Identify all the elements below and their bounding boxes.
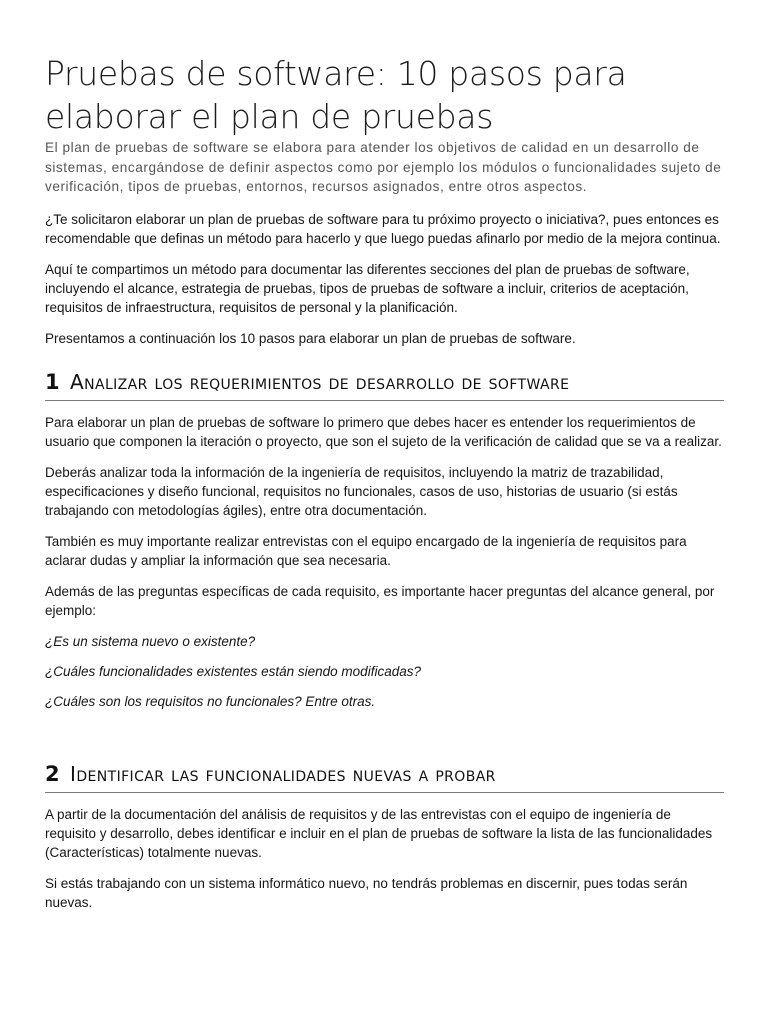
section-number: 2 xyxy=(45,761,61,786)
intro-paragraph: Presentamos a continuación los 10 pasos para elaborar un plan de pruebas de software. xyxy=(45,330,576,346)
section-paragraph: También es muy importante realizar entrevistas con el equipo encargado de la ingeniería de requisitos para aclarar dudas y ampliar la información que sea necesaria. xyxy=(45,533,687,568)
section-paragraph: Deberás analizar toda la información de la ingeniería de requisitos, incluyendo la matriz de trazabilidad, especificaciones y diseño funcional, requisitos no funcionales, casos de uso, historias de usuario (si estás trabajando con metodologías ágiles), entre otra documentación. xyxy=(45,464,678,518)
section-title: Analizar los requerimientos de desarrollo de software xyxy=(70,369,570,394)
intro-paragraph: ¿Te solicitaron elaborar un plan de pruebas de software para tu próximo proyecto o iniciativa?, pues entonces es recomendable que definas un método para hacerlo y que luego puedas afinarlo por medio de la mejora continua. xyxy=(45,211,721,246)
example-question: ¿Es un sistema nuevo o existente? xyxy=(45,633,256,649)
section-title: Identificar las funcionalidades nuevas a probar xyxy=(70,761,496,786)
page-subtitle: El plan de pruebas de software se elabora para atender los objetivos de calidad en un desarrollo de sistemas, encargándose de definir aspectos como por ejemplo los módulos o funcionalidades sujeto de verificación, tipos de pruebas, entornos, recursos asignados, entre otros aspectos. xyxy=(45,140,722,194)
example-question: ¿Cuáles son los requisitos no funcionales? Entre otras. xyxy=(45,693,376,709)
section-paragraph: Además de las preguntas específicas de cada requisito, es importante hacer preguntas del alcance general, por ejemplo: xyxy=(45,583,715,618)
intro-paragraph: Aquí te compartimos un método para documentar las diferentes secciones del plan de pruebas de software, incluyendo el alcance, estrategia de pruebas, tipos de pruebas de software a incluir, criterios de aceptación, requisitos de infraestructura, requisitos de personal y la planificación. xyxy=(45,261,690,315)
section-heading-2 xyxy=(45,762,724,793)
section-spacer xyxy=(45,722,724,762)
section-paragraph: A partir de la documentación del análisis de requisitos y de las entrevistas con el equipo de ingeniería de requisito y desarrollo, debes identificar e incluir en el plan de pruebas de software la lista de las funcionalidades (Características) totalmente nuevas. xyxy=(45,806,713,860)
example-question: ¿Cuáles funcionalidades existentes están siendo modificadas? xyxy=(45,663,421,679)
section-paragraph: Si estás trabajando con un sistema informático nuevo, no tendrás problemas en discernir, pues todas serán nuevas. xyxy=(45,875,688,910)
section-heading-1 xyxy=(45,370,724,401)
section-number: 1 xyxy=(45,369,61,394)
section-paragraph: Para elaborar un plan de pruebas de software lo primero que debes hacer es entender los requerimientos de usuario que componen la iteración o proyecto, que son el sujeto de la verificación de calidad que se va a realizar. xyxy=(45,414,722,449)
page-title: Pruebas de software: 10 pasos para elaborar el plan de pruebas xyxy=(45,54,627,136)
